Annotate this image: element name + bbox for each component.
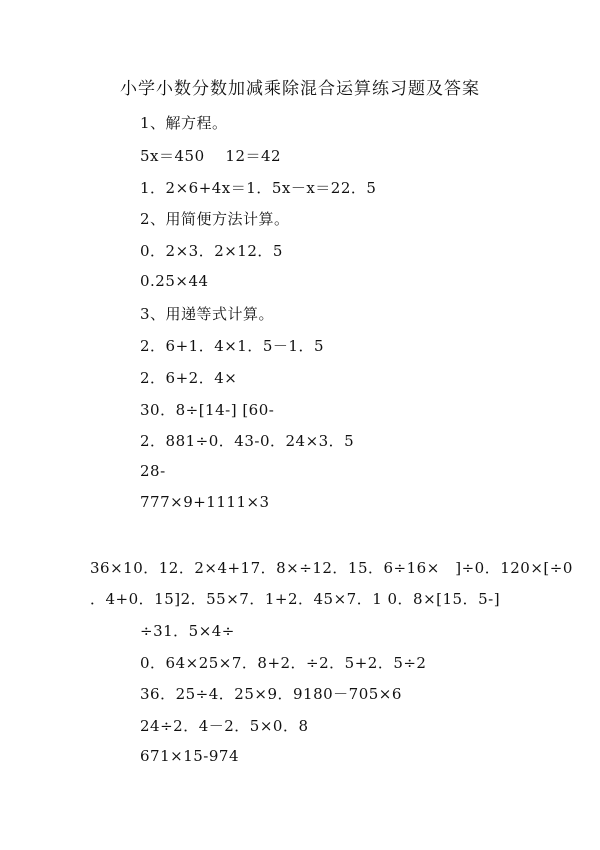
expression-line: 28-	[140, 462, 166, 480]
expression-line: 36．25÷4．25×9．9180－705×6	[140, 685, 402, 703]
expression-line: 2．6+2．4×	[140, 369, 238, 387]
expression-line: 0．64×25×7．8+2．÷2．5+2．5÷2	[140, 654, 427, 672]
equation-line: 1．2×6+4x＝1．5x－x＝22．5	[140, 179, 377, 197]
expression-line: 671×15-974	[140, 747, 239, 765]
expression-line: ．4+0．15]2．55×7．1+2．45×7．1 0．8×[15．5-]	[90, 590, 501, 608]
document-title: 小学小数分数加减乘除混合运算练习题及答案	[120, 79, 480, 99]
section-heading-solve-equations: 1、解方程。	[140, 114, 228, 132]
expression-line: 777×9+1111×3	[140, 493, 270, 511]
expression-line: 30．8÷[14-] [60-	[140, 401, 275, 419]
section-heading-step-calculation: 3、用递等式计算。	[140, 305, 275, 323]
expression-line: 2．881÷0．43-0．24×3．5	[140, 432, 355, 450]
section-heading-simple-method: 2、用简便方法计算。	[140, 210, 290, 228]
expression-line: ÷31．5×4÷	[140, 622, 235, 640]
equation-line: 5x＝450 12＝42	[140, 147, 282, 165]
expression-line: 24÷2．4－2．5×0．8	[140, 717, 309, 735]
expression-line: 0.25×44	[140, 272, 209, 290]
expression-line: 36×10．12．2×4+17．8×÷12．15．6÷16× ]÷0．120×[÷0	[90, 559, 573, 577]
expression-line: 0．2×3．2×12．5	[140, 242, 283, 260]
expression-line: 2．6+1．4×1．5－1．5	[140, 337, 324, 355]
